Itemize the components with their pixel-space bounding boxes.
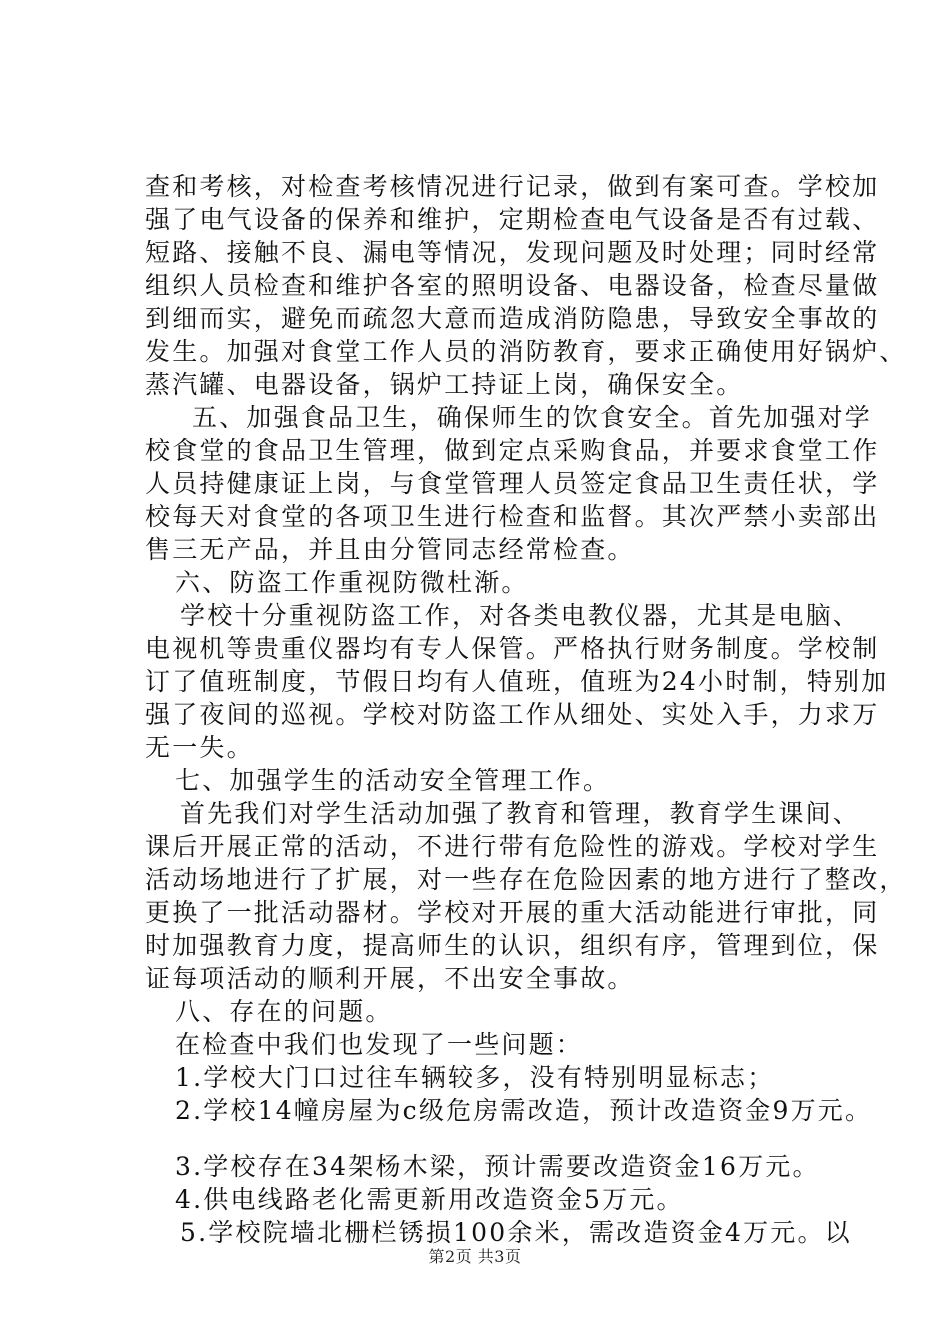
text-line: 活动场地进行了扩展，对一些存在危险因素的地方进行了整改， (145, 865, 907, 894)
section-heading-7: 七、加强学生的活动安全管理工作。 (175, 766, 611, 795)
text-line: 课后开展正常的活动，不进行带有危险性的游戏。学校对学生 (145, 832, 880, 861)
text-line: 查和考核，对检查考核情况进行记录，做到有案可查。学校加 (145, 172, 880, 201)
text-line: 强了夜间的巡视。学校对防盗工作从细处、实处入手，力求万 (145, 700, 880, 729)
text-line: 订了值班制度，节假日均有人值班，值班为24小时制，特别加 (145, 667, 889, 696)
text-line: 人员持健康证上岗，与食堂管理人员签定食品卫生责任状，学 (145, 469, 880, 498)
text-line: 强了电气设备的保养和维护，定期检查电气设备是否有过载、 (145, 205, 880, 234)
list-item-5: 5.学校院墙北栅栏锈损100余米，需改造资金4万元。以 (180, 1218, 852, 1247)
text-line: 电视机等贵重仪器均有专人保管。严格执行财务制度。学校制 (145, 634, 880, 663)
text-line: 首先我们对学生活动加强了教育和管理，教育学生课间、 (180, 799, 861, 828)
text-line: 校食堂的食品卫生管理，做到定点采购食品，并要求食堂工作 (145, 436, 880, 465)
text-line: 蒸汽罐、电器设备，锅炉工持证上岗，确保安全。 (145, 370, 744, 399)
text-line: 校每天对食堂的各项卫生进行检查和监督。其次严禁小卖部出 (145, 502, 880, 531)
section-heading-6: 六、防盗工作重视防微杜渐。 (175, 568, 529, 597)
text-line: 更换了一批活动器材。学校对开展的重大活动能进行审批，同 (145, 898, 880, 927)
section-heading-5: 五、加强食品卫生，确保师生的饮食安全。首先加强对学 (192, 403, 873, 432)
text-line: 短路、接触不良、漏电等情况，发现问题及时处理；同时经常 (145, 238, 880, 267)
text-line: 学校十分重视防盗工作，对各类电教仪器，尤其是电脑、 (180, 601, 861, 630)
text-line: 证每项活动的顺利开展，不出安全事故。 (145, 964, 635, 993)
list-item-2: 2.学校14幢房屋为c级危房需改造，预计改造资金9万元。 (175, 1096, 873, 1125)
list-item-1: 1.学校大门口过往车辆较多，没有特别明显标志； (175, 1063, 775, 1092)
list-item-4: 4.供电线路老化需更新用改造资金5万元。 (175, 1185, 684, 1214)
page-footer: 第2页 共3页 (428, 1247, 522, 1266)
text-line: 发生。加强对食堂工作人员的消防教育，要求正确使用好锅炉、 (145, 337, 907, 366)
list-item-3: 3.学校存在34架杨木梁，预计需要改造资金16万元。 (175, 1152, 820, 1181)
text-line: 在检查中我们也发现了一些问题： (175, 1030, 584, 1059)
text-line: 无一失。 (145, 733, 254, 762)
text-line: 组织人员检查和维护各室的照明设备、电器设备，检查尽量做 (145, 271, 880, 300)
text-line: 到细而实，避免而疏忽大意而造成消防隐患，导致安全事故的 (145, 304, 880, 333)
text-line: 时加强教育力度，提高师生的认识，组织有序，管理到位，保 (145, 931, 880, 960)
section-heading-8: 八、存在的问题。 (175, 997, 393, 1026)
text-line: 售三无产品，并且由分管同志经常检查。 (145, 535, 635, 564)
